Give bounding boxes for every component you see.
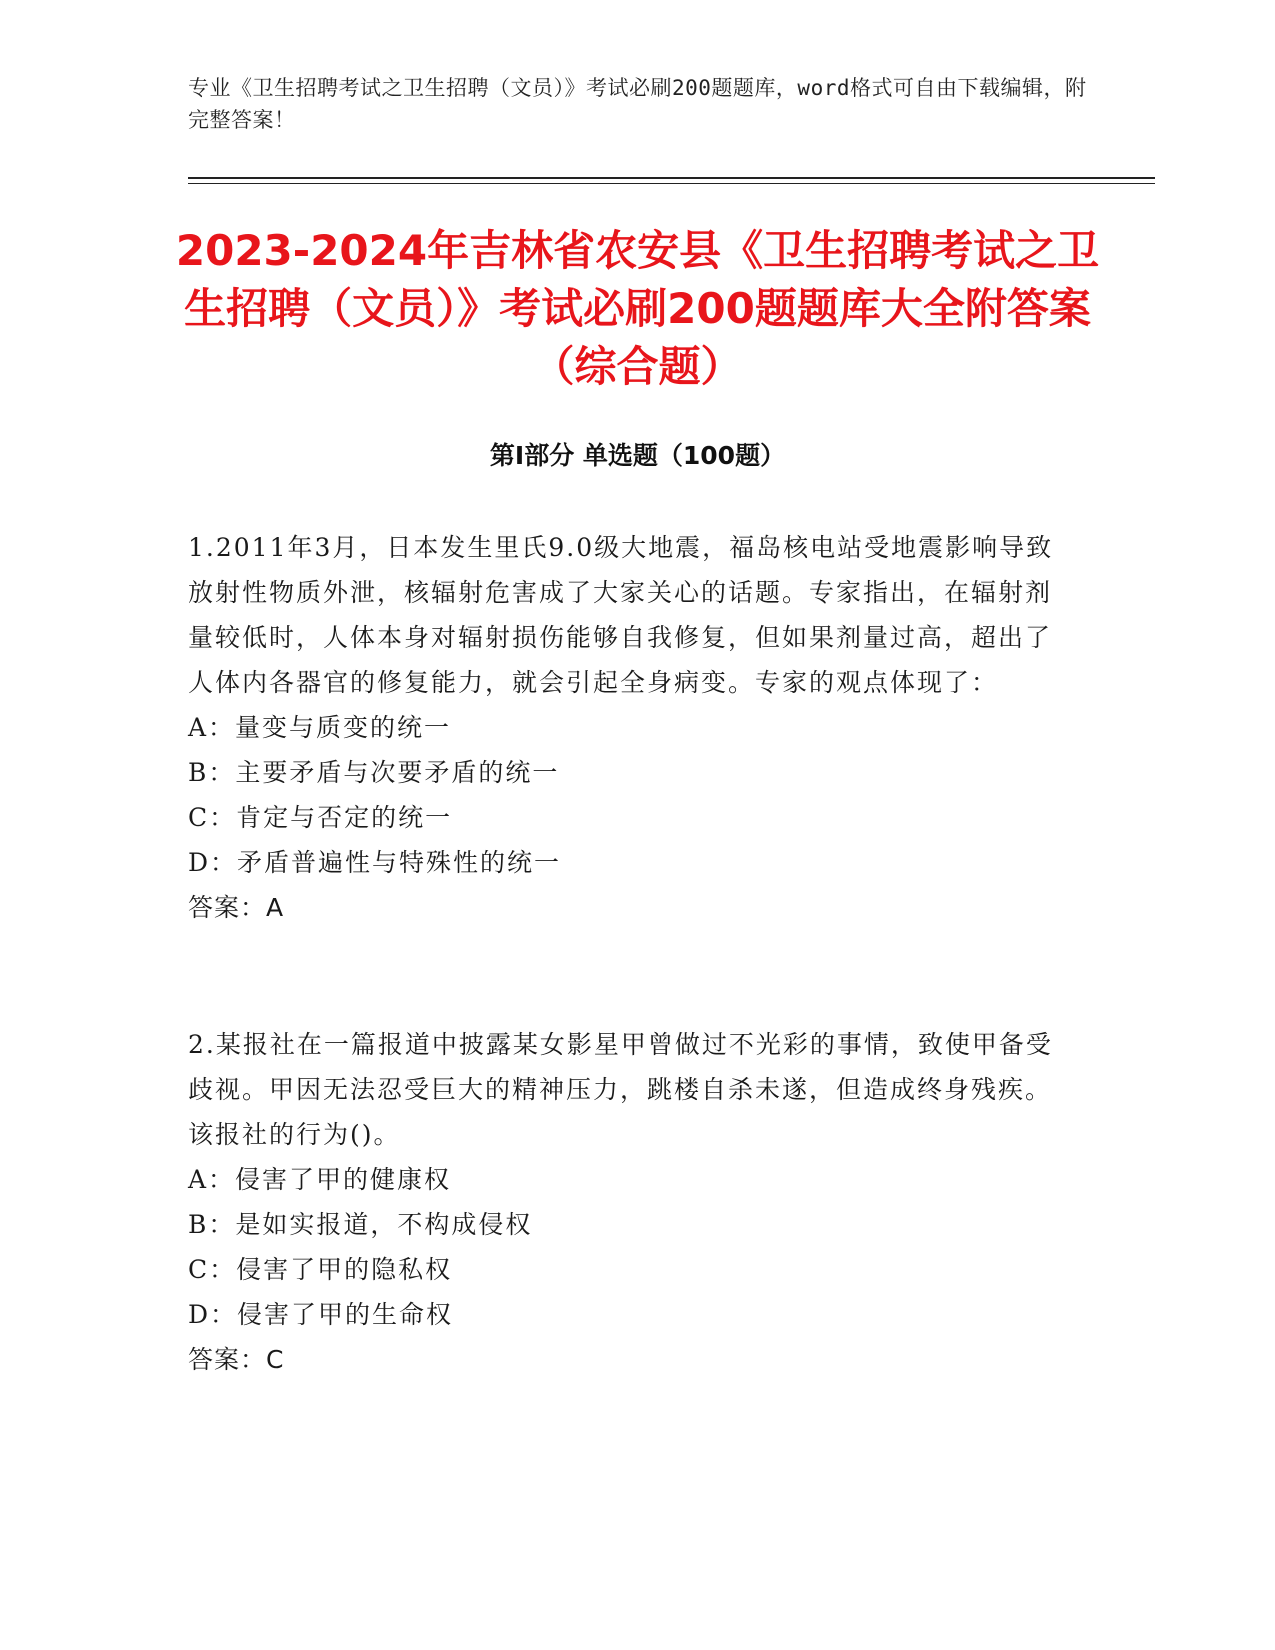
header-divider-thin (188, 183, 1155, 184)
option-c: C：侵害了甲的隐私权 (188, 1255, 453, 1284)
answer-label: 答案：C (188, 1345, 285, 1374)
question-stem: 2.某报社在一篇报道中披露某女影星甲曾做过不光彩的事情，致使甲备受歧视。甲因无法忍受巨大的精神压力，跳楼自杀未遂，但造成终身残疾。该报社的行为()。 (188, 1030, 1053, 1149)
option-b: B：是如实报道，不构成侵权 (188, 1210, 533, 1239)
option-d: D：矛盾普遍性与特殊性的统一 (188, 848, 562, 877)
answer-label: 答案：A (188, 893, 285, 922)
header-divider-thick (188, 177, 1155, 179)
option-b: B：主要矛盾与次要矛盾的统一 (188, 758, 560, 787)
option-c: C：肯定与否定的统一 (188, 803, 453, 832)
question-stem: 1.2011年3月，日本发生里氏9.0级大地震，福岛核电站受地震影响导致放射性物质外泄，核辐射危害成了大家关心的话题。专家指出，在辐射剂量较低时，人体本身对辐射损伤能够自我修复，但如果剂量过高，超出了人体内各器官的修复能力，就会引起全身病变。专家的观点体现了： (188, 533, 1054, 697)
document-title: 2023-2024年吉林省农安县《卫生招聘考试之卫生招聘（文员）》考试必刷200题题库大全附答案（综合题） (175, 226, 1100, 391)
option-d: D：侵害了甲的生命权 (188, 1300, 454, 1329)
question-item (188, 525, 1068, 930)
question-item (188, 1022, 1068, 1382)
section-title: 第Ⅰ部分 单选题（100题） (489, 441, 786, 470)
option-a: A：量变与质变的统一 (188, 713, 452, 742)
option-a: A：侵害了甲的健康权 (188, 1165, 452, 1194)
header-note: 专业《卫生招聘考试之卫生招聘（文员）》考试必刷200题题库，word格式可自由下载编辑，附完整答案！ (188, 76, 1087, 132)
